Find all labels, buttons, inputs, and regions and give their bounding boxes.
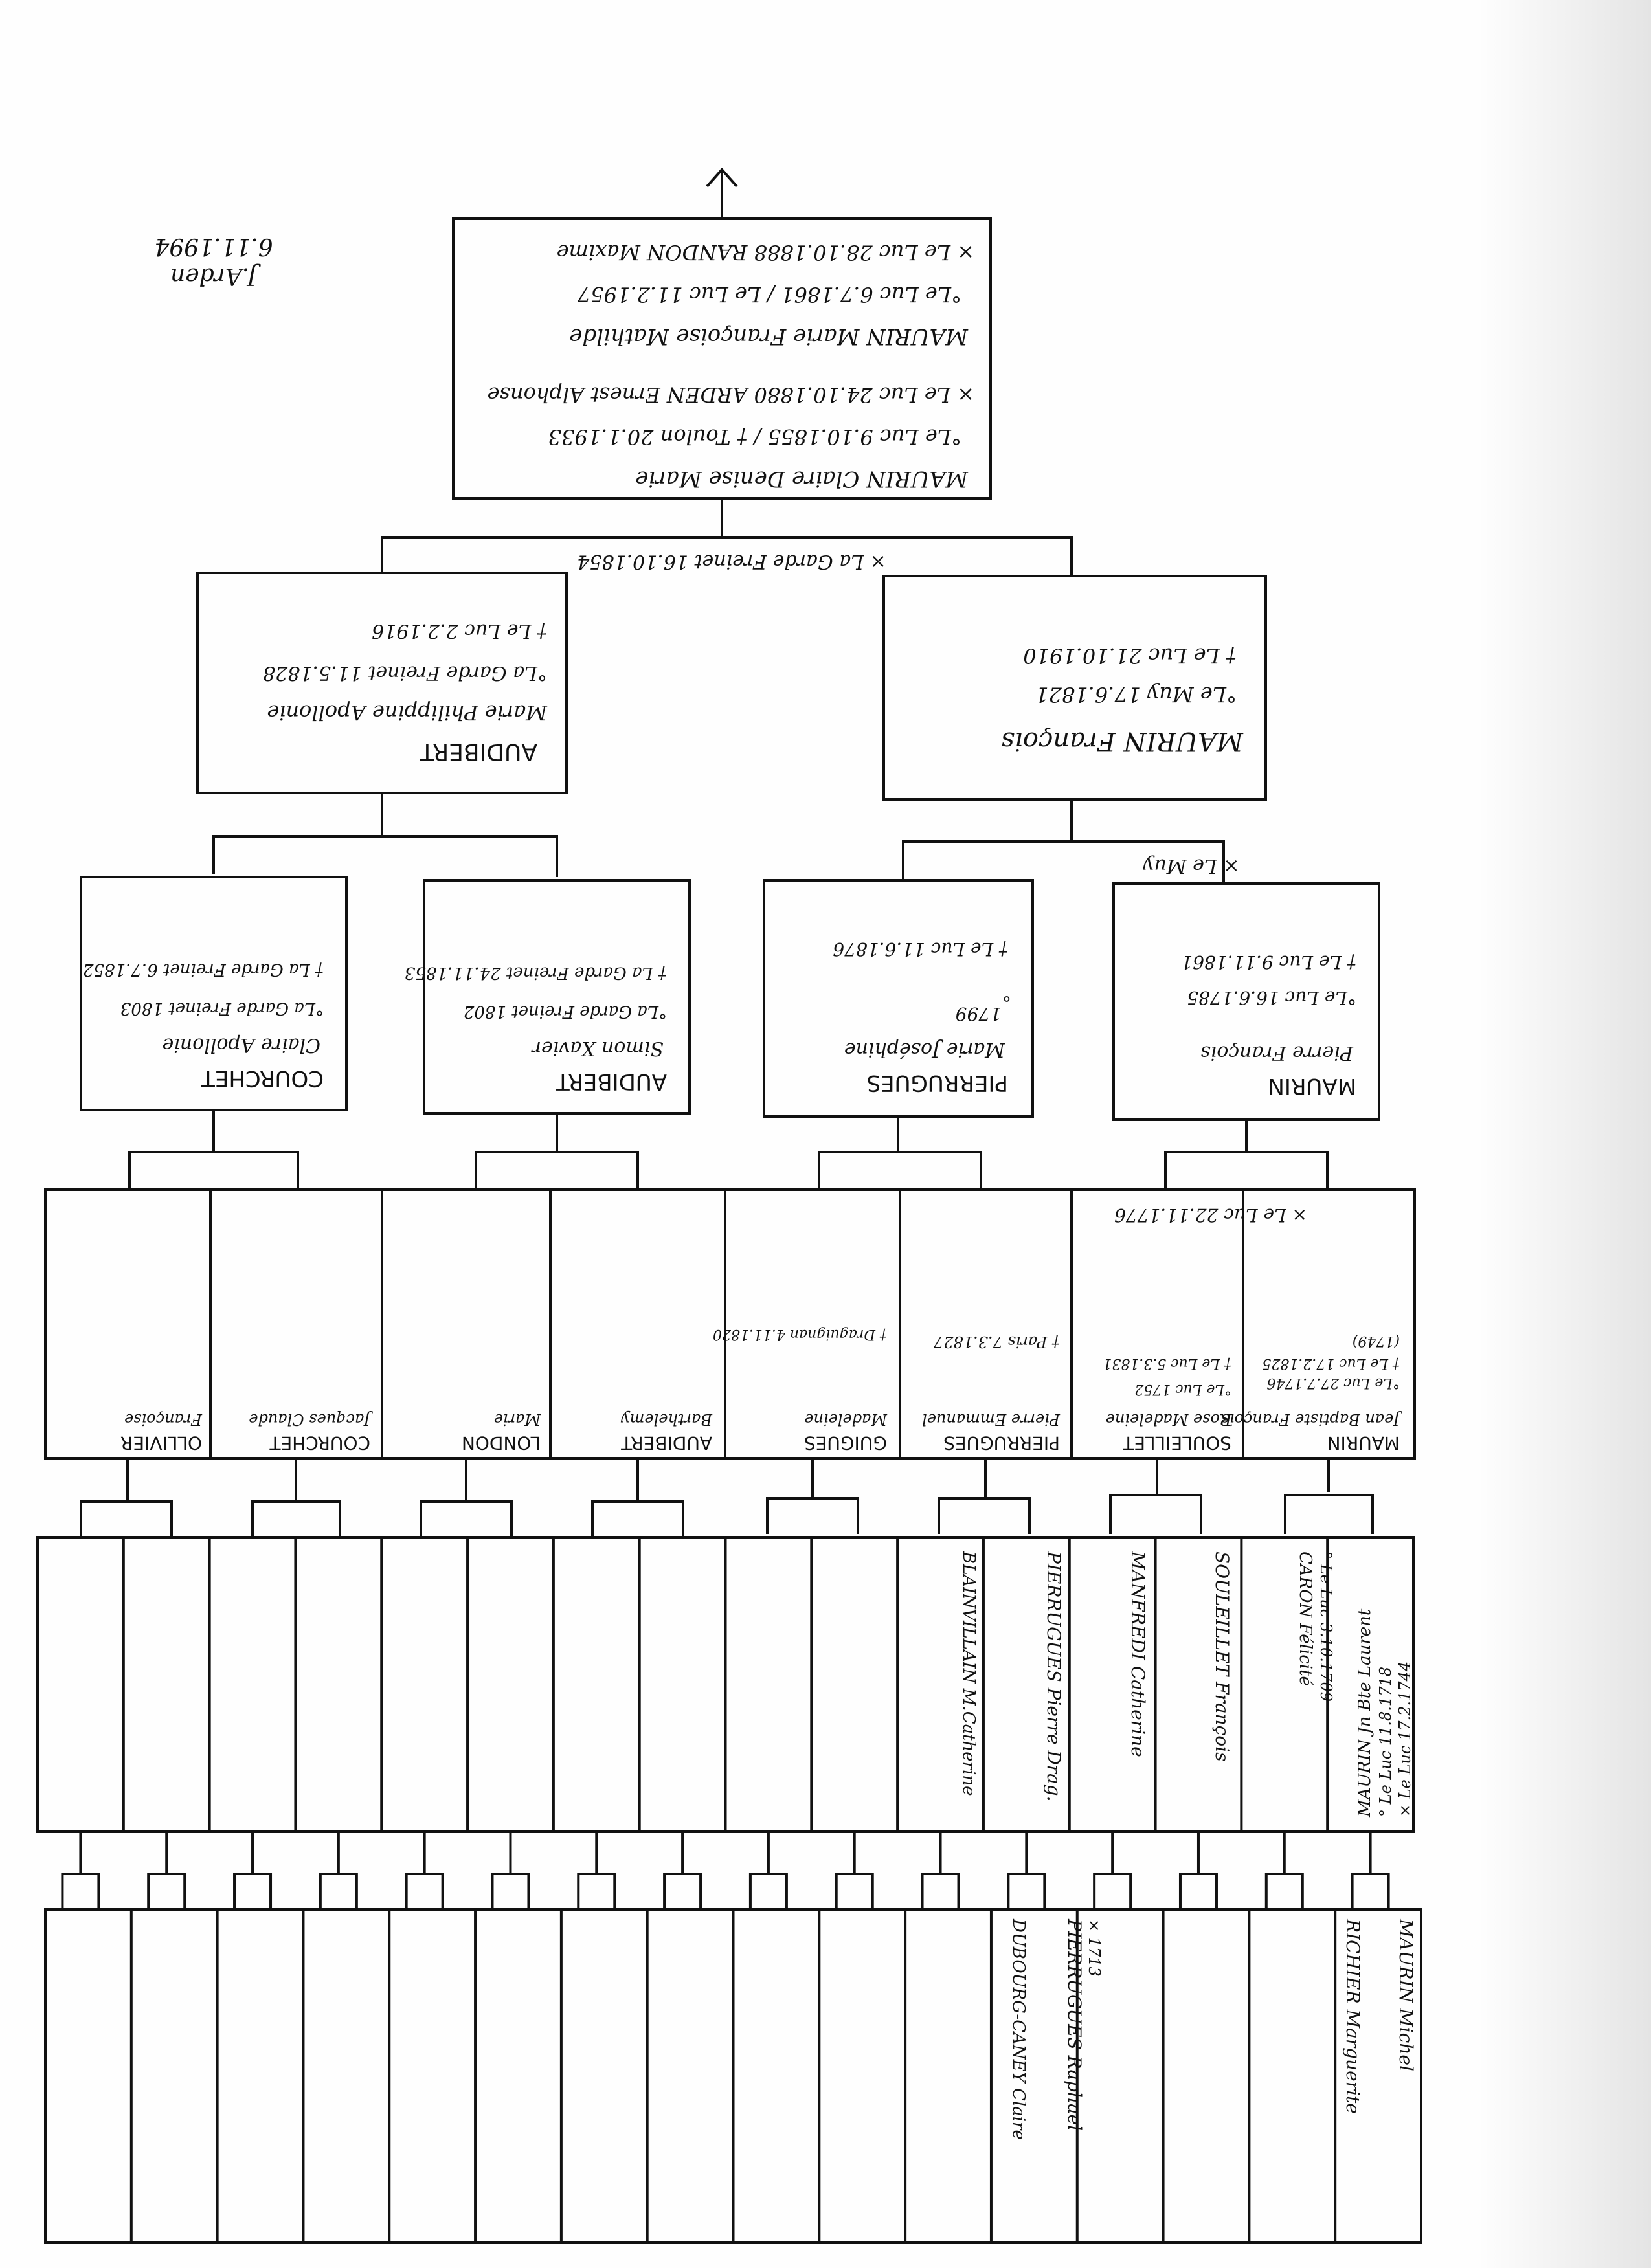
- gen4-text-3: [922, 1333, 1061, 1454]
- gen6-line1-1: MAURIN Michel: [1395, 1919, 1417, 2071]
- gen5-text-1: [1355, 1608, 1414, 1818]
- gen4-given-5: Barthelemy: [621, 1410, 712, 1429]
- gen5-line1-1: MAURIN Jn Bte Laurent: [1355, 1608, 1375, 1817]
- gen2-father-birth: °Le Muy 17.6.1821: [1035, 682, 1237, 707]
- gen4-name-3: PIERRUGUES: [943, 1432, 1060, 1454]
- gen3-birth-2: 1799: [955, 1003, 1002, 1025]
- gen4-line5-1: (1749): [1352, 1333, 1400, 1349]
- gen5-text-6: [959, 1551, 978, 1796]
- gen3-birth-4: °La Garde Freinet 1803: [120, 999, 324, 1018]
- gen3-text-2: [833, 939, 1011, 1096]
- up-arrow-icon: [707, 170, 737, 219]
- root-line6: × Le Luc 28.10.1888 RANDON Maxime: [556, 240, 974, 265]
- gen4-line3-2: °Le Luc 1752: [1134, 1381, 1231, 1397]
- gen6-line2-7: × 1713: [1085, 1919, 1103, 1977]
- gen5-line2-1: ° Le Luc 11.8.1718: [1376, 1666, 1395, 1817]
- gen5-gen6-bracket: [234, 1874, 271, 1909]
- gen2-mother-text: [263, 619, 548, 765]
- gen4-given-4: Madeleine: [804, 1410, 887, 1429]
- gen6-line1-8: DUBOURG-CANEY Claire: [1009, 1919, 1028, 2140]
- gen4-given-3: Pierre Emmanuel: [922, 1410, 1060, 1429]
- gen4-text-6: [462, 1410, 541, 1454]
- gen4-text-8: [120, 1410, 203, 1454]
- gen6-text-8: [1009, 1918, 1028, 2140]
- gen4-line3-1: °Le Luc 27.7.1746: [1266, 1375, 1400, 1391]
- gen2-father-name: MAURIN François: [1001, 726, 1243, 756]
- gen5-gen6-bracket: [1180, 1874, 1217, 1909]
- gen2-mother-birth: °La Garde Freinet 11.5.1828: [263, 662, 547, 684]
- root-line5: °Le Luc 6.7.1861 / Le Luc 11.2.1957: [577, 282, 961, 307]
- gen3-given-2: Marie Joséphine: [844, 1038, 1005, 1061]
- gen4-text-1: [1222, 1333, 1403, 1454]
- gen4-given-1: Jean Baptiste François: [1221, 1410, 1400, 1429]
- gen5-text-3: [1211, 1551, 1233, 1761]
- marriage-gen3: × Le Muy: [1143, 854, 1240, 877]
- gen5-gen6-bracket: [407, 1874, 443, 1909]
- gen5-line3-1: × Le Luc 17.2.1744: [1396, 1661, 1414, 1817]
- gen4-marriage-date: × Le Luc 22.11.1776: [1114, 1205, 1307, 1226]
- gen5-text-5: [1043, 1551, 1064, 1802]
- marriage-gen2: × La Garde Freinet 16.10.1854: [577, 550, 886, 573]
- root-line3: × Le Luc 24.10.1880 ARDEN Ernest Alphonse: [487, 383, 974, 407]
- gen3-name-4: COURCHET: [201, 1065, 324, 1091]
- gen5-text-4: [1127, 1551, 1149, 1757]
- gen5-line1-3: SOULEILLET François: [1211, 1551, 1233, 1762]
- gen4-given-7: Jacques Claude: [249, 1410, 370, 1429]
- gen6-line1-7: PIERRUGUES Raphael: [1064, 1919, 1085, 2131]
- gen3-text-3: [405, 963, 667, 1095]
- gen4-name-1: MAURIN: [1327, 1432, 1400, 1454]
- gen5-gen6-bracket: [1266, 1874, 1303, 1909]
- gen4-name-5: AUDIBERT: [621, 1432, 712, 1454]
- gen3-name-2: PIERRUGUES: [866, 1070, 1008, 1096]
- gen4-given-6: Marie: [493, 1410, 541, 1429]
- gen5-gen6-bracket: [578, 1874, 614, 1909]
- gen5-texts: [959, 1551, 1414, 1818]
- gen4-name-6: LONDON: [461, 1432, 541, 1454]
- gen5-gen6-bracket: [837, 1874, 873, 1909]
- gen4-gen5-connectors: [81, 1458, 1373, 1537]
- gen6-texts: [1009, 1918, 1417, 2140]
- gen5-gen6-bracket: [923, 1874, 959, 1909]
- gen5-gen6-bracket: [1008, 1874, 1044, 1909]
- gen4-line3-4: † Draguignan 4.11.1820: [712, 1326, 887, 1342]
- gen4-text-2: [1103, 1355, 1232, 1454]
- gen3-given-4: Claire Apollonie: [162, 1034, 320, 1056]
- gen2-father-text: [1002, 643, 1244, 756]
- gen3-mark-2: °: [1002, 984, 1011, 1005]
- gen6-text-1: [1395, 1918, 1417, 2071]
- gen4-given-8: Françoise: [124, 1410, 202, 1429]
- gen5-gen6-bracket: [750, 1874, 787, 1909]
- gen3-death-3: † La Garde Freinet 24.11.1853: [404, 963, 667, 983]
- gen5-line1-6: BLAINVILLAIN M.Catherine: [959, 1551, 978, 1796]
- gen4-name-7: COURCHET: [269, 1432, 370, 1454]
- gen3-gen4-connectors: [129, 1110, 1327, 1188]
- signature-name: J.Arden: [170, 263, 257, 289]
- gen4-name-2: SOULEILLET: [1123, 1432, 1231, 1454]
- gen3-birth-3: °La Garde Freinet 1802: [463, 1002, 667, 1021]
- gen4-line4-1: † Le Luc 17.2.1825: [1262, 1355, 1400, 1372]
- gen3-given-1: Pierre François: [1200, 1041, 1353, 1064]
- gen6-text-2: [1342, 1918, 1364, 2114]
- gen4-line3-3: † Paris 7.3.1827: [934, 1333, 1060, 1351]
- gen3-death-1: † Le Luc 9.11.1861: [1181, 951, 1356, 973]
- gen5-gen6-bracket: [320, 1874, 357, 1909]
- gen3-name-1: MAURIN: [1268, 1073, 1356, 1099]
- root-line2: °Le Luc 9.10.1855 / † Toulon 20.1.1933: [548, 425, 961, 449]
- gen3-text-4: [83, 960, 324, 1091]
- gen5-text-2: [1296, 1551, 1335, 1702]
- gen3-death-4: † La Garde Freinet 6.7.1852: [82, 960, 324, 979]
- gen4-text-4: [713, 1326, 888, 1454]
- gen6-text-7: [1064, 1918, 1103, 2131]
- gen4-text-7: [249, 1410, 374, 1454]
- gen4-name-4: GUIGUES: [803, 1432, 887, 1454]
- gen5-line1-5: PIERRUGUES Pierre Drag.: [1043, 1551, 1064, 1802]
- gen5-gen6-bracket: [1094, 1874, 1130, 1909]
- gen3-given-3: Simon Xavier: [532, 1037, 664, 1060]
- gen5-line1-2: CARON Félicité: [1296, 1551, 1315, 1686]
- gen3-death-2: † Le Luc 11.6.1876: [833, 939, 1008, 960]
- gen5-line2-2: ° Le Luc 3.10.1709: [1317, 1551, 1335, 1702]
- gen3-text-1: [1181, 951, 1356, 1099]
- gen6-row: [45, 1909, 1421, 2243]
- gen4-text-5: [620, 1410, 713, 1454]
- gen3-name-3: AUDIBERT: [556, 1069, 667, 1095]
- gen5-row: [38, 1537, 1413, 1832]
- gen5-gen6-bracket: [62, 1874, 98, 1909]
- gen5-gen6-bracket: [492, 1874, 528, 1909]
- gen6-line1-2: RICHIER Marguerite: [1342, 1919, 1364, 2114]
- gen4-given-2: Rose Madeleine: [1105, 1410, 1231, 1429]
- gen5-gen6-bracket: [664, 1874, 701, 1909]
- gen4-name-8: OLLIVIER: [120, 1432, 202, 1454]
- gen5-gen6-bracket: [1353, 1874, 1389, 1909]
- root-line4: MAURIN Marie Françoise Mathilde: [569, 324, 968, 350]
- gen2-mother-name: AUDIBERT: [420, 739, 537, 765]
- signature: [154, 233, 273, 289]
- gen5-gen6-bracket: [148, 1874, 185, 1909]
- gen2-mother-death: † Le Luc 2.2.1916: [372, 619, 547, 642]
- gen4-line4-2: † Le Luc 5.3.1831: [1103, 1355, 1231, 1372]
- gen2-father-death: † Le Luc 21.10.1910: [1023, 643, 1237, 668]
- signature-date: 6.11.1994: [154, 233, 273, 260]
- root-line1: MAURIN Claire Denise Marie: [635, 466, 968, 492]
- gen3-birth-1: °Le Luc 16.6.1785: [1187, 987, 1356, 1008]
- root-text: [488, 240, 974, 492]
- gen5-line1-4: MANFREDI Catherine: [1127, 1551, 1149, 1757]
- gen2-mother-given: Marie Philippine Apollonie: [267, 700, 547, 725]
- gen5-gen6-connectors: [62, 1832, 1388, 1909]
